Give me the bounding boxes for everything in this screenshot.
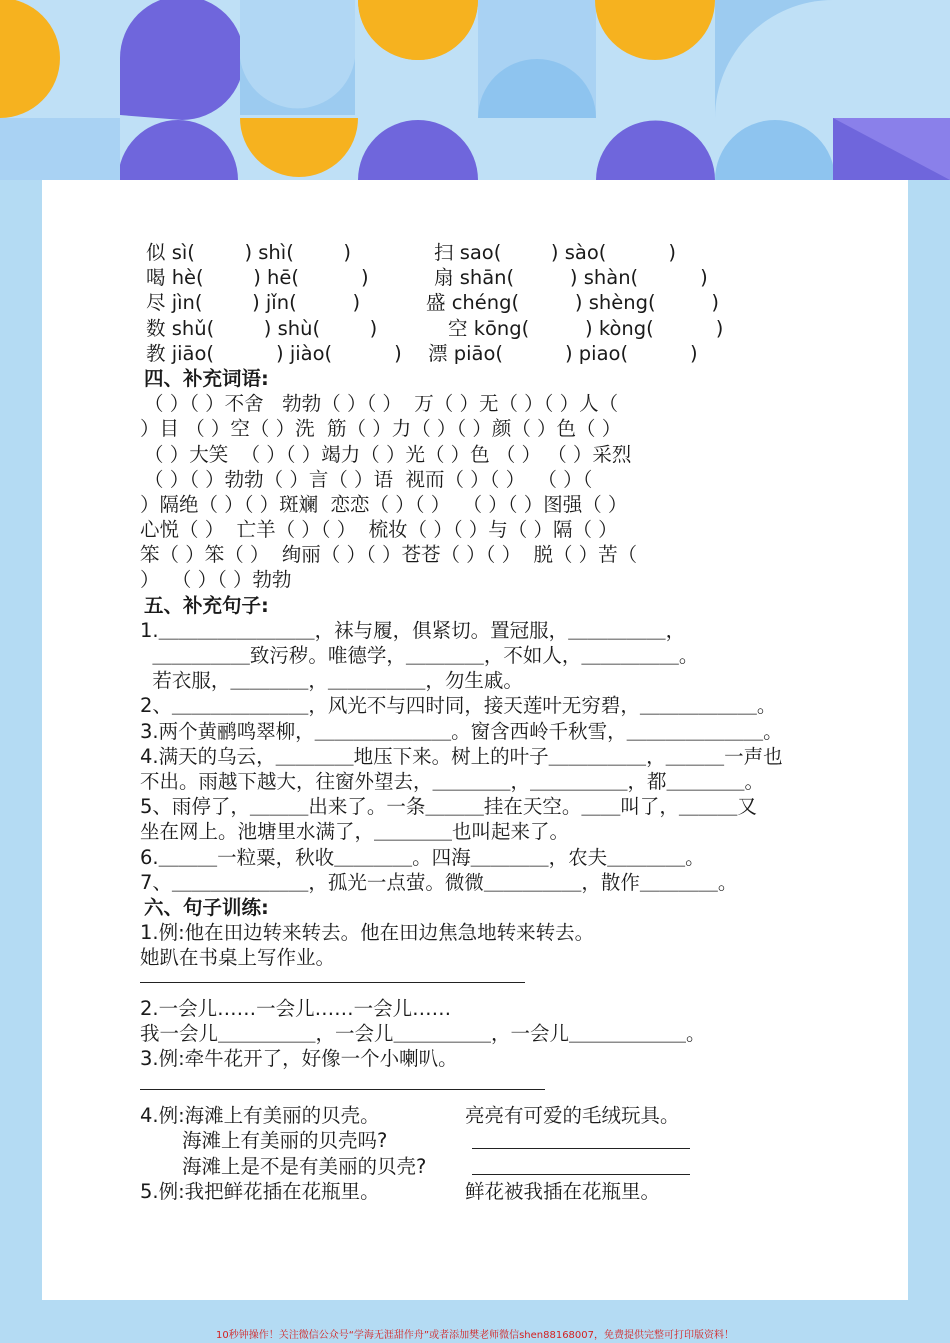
word-fill-line bbox=[140, 517, 860, 542]
exercise-text: 她趴在书桌上写作业。 bbox=[140, 946, 336, 970]
pinyin-row bbox=[146, 240, 866, 265]
exercise-line bbox=[182, 1128, 902, 1153]
exercise-text: 2.一会儿……一会儿……一会儿…… bbox=[140, 996, 452, 1020]
sentence-fill-text: 5、雨停了，＿＿＿出来了。一条＿＿＿挂在天空。＿＿叫了，＿＿＿又 bbox=[140, 795, 757, 819]
sentence-fill-line bbox=[140, 769, 860, 794]
exercise-line bbox=[140, 945, 860, 970]
word-fill-line bbox=[140, 567, 860, 592]
exercise-text: 5.例:我把鲜花插在花瓶里。 bbox=[140, 1179, 380, 1203]
purple-drop-shape bbox=[120, 0, 244, 120]
exercise-line bbox=[140, 1179, 860, 1204]
pinyin-right: 盛 chéng( ) shèng( ) bbox=[426, 291, 719, 315]
pinyin-left: 数 shǔ( ) shù( ) bbox=[146, 316, 378, 340]
word-fill-line bbox=[144, 391, 864, 416]
section-heading bbox=[144, 895, 864, 920]
section4-title: 四、补充词语: bbox=[144, 366, 269, 390]
pinyin-left: 似 sì( ) shì( ) bbox=[146, 241, 352, 264]
exercise-text: 3.例:牵牛花开了，好像一个小喇叭。 bbox=[140, 1047, 458, 1070]
sentence-fill-text: 2、＿＿＿＿＿＿＿，风光不与四时同，接天莲叶无穷碧，＿＿＿＿＿＿。 bbox=[140, 694, 777, 718]
pinyin-right: 扫 sao( ) sào( ) bbox=[434, 241, 676, 264]
exercise-text: 海滩上有美丽的贝壳吗? bbox=[182, 1129, 388, 1153]
sentence-fill-line bbox=[140, 618, 860, 643]
pinyin-row bbox=[146, 265, 866, 290]
sentence-fill-text: 1.＿＿＿＿＿＿＿＿，袜与履，俱紧切。置冠服，＿＿＿＿＿， bbox=[140, 618, 686, 642]
answer-rule bbox=[472, 1148, 690, 1149]
exercise-line bbox=[140, 1046, 860, 1071]
pinyin-right: 漂 piāo( ) piao( ) bbox=[428, 341, 698, 365]
exercise-text: 我一会儿＿＿＿＿＿，一会儿＿＿＿＿＿，一会儿＿＿＿＿＿＿。 bbox=[140, 1021, 706, 1045]
word-fill-line bbox=[140, 416, 860, 441]
exercise-text: 1.例:他在田边转来转去。他在田边焦急地转来转去。 bbox=[140, 921, 595, 945]
word-fill-text: ）隔绝（ ）（ ）斑斓 恋恋（ ）（ ） （ ）（ ）图强（ ） bbox=[140, 492, 628, 516]
pinyin-left: 尽 jìn( ) jǐn( ) bbox=[146, 291, 361, 315]
pinyin-left: 喝 hè( ) hē( ) bbox=[146, 266, 369, 290]
sentence-fill-line bbox=[140, 643, 860, 668]
exercise-line bbox=[140, 1103, 860, 1128]
sentence-fill-text: ＿＿＿＿＿致污秽。唯德学，＿＿＿＿，不如人，＿＿＿＿＿。 bbox=[140, 644, 699, 667]
sentence-fill-line bbox=[140, 870, 860, 895]
exercise-line bbox=[140, 920, 860, 945]
pinyin-left: 教 jiāo( ) jiào( ) bbox=[146, 341, 402, 365]
sentence-fill-line bbox=[140, 719, 860, 744]
sentence-fill-text: 6.＿＿＿一粒粟，秋收＿＿＿＿。四海＿＿＿＿，农夫＿＿＿＿。 bbox=[140, 845, 705, 869]
sentence-fill-line bbox=[140, 794, 860, 819]
exercise-line bbox=[140, 1021, 860, 1046]
section-heading bbox=[144, 366, 864, 391]
answer-rule bbox=[472, 1174, 690, 1175]
sentence-fill-line bbox=[140, 693, 860, 718]
word-fill-text: ）目 （ ）空（ ）洗 筋（ ）力（ ）（ ）颜（ ）色（ ） bbox=[140, 417, 622, 441]
word-fill-line bbox=[140, 492, 860, 517]
exercise-text-right: 鲜花被我插在花瓶里。 bbox=[465, 1179, 661, 1203]
exercise-text-right: 亮亮有可爱的毛绒玩具。 bbox=[465, 1104, 680, 1128]
exercise-text: 4.例:海滩上有美丽的贝壳。 bbox=[140, 1104, 380, 1128]
word-fill-text: ） （ ）（ ）勃勃 bbox=[140, 568, 292, 592]
answer-line bbox=[140, 1071, 860, 1103]
geometric-pattern bbox=[0, 0, 950, 180]
word-fill-text: 笨（ ）笨（ ） 绚丽（ ）（ ）苍苍（ ）（ ） 脱（ ）苦（ bbox=[140, 543, 638, 567]
pinyin-row bbox=[146, 316, 866, 341]
sentence-fill-text: 坐在网上。池塘里水满了，＿＿＿＿也叫起来了。 bbox=[140, 820, 570, 844]
sentence-fill-text: 4.满天的乌云，＿＿＿＿地压下来。树上的叶子＿＿＿＿＿，＿＿＿一声也 bbox=[140, 744, 783, 768]
exercise-text: 海滩上是不是有美丽的贝壳? bbox=[182, 1154, 427, 1178]
worksheet-content bbox=[98, 240, 818, 1204]
word-fill-text: （ ）（ ）不舍 勃勃（ ）（ ） 万（ ）无（ ）（ ）人（ bbox=[144, 392, 619, 416]
word-fill-line bbox=[144, 442, 864, 467]
word-fill-text: 心悦（ ） 亡羊（ ）（ ） 梳妆（ ）（ ）与（ ）隔（ ） bbox=[140, 518, 618, 542]
sentence-fill-text: 7、＿＿＿＿＿＿＿，孤光一点萤。微微＿＿＿＿＿，散作＿＿＿＿。 bbox=[140, 870, 738, 894]
sentence-fill-line bbox=[140, 668, 860, 693]
section-heading bbox=[144, 593, 864, 618]
word-fill-line bbox=[144, 467, 864, 492]
sentence-fill-line bbox=[140, 744, 860, 769]
answer-line bbox=[140, 970, 860, 995]
exercise-line bbox=[182, 1154, 902, 1179]
pinyin-right: 空 kōng( ) kòng( ) bbox=[448, 316, 724, 340]
pinyin-row bbox=[146, 290, 866, 315]
sentence-fill-text: 3.两个黄鹂鸣翠柳，＿＿＿＿＿＿＿。窗含西岭千秋雪，＿＿＿＿＿＿＿。 bbox=[140, 719, 783, 743]
exercise-line bbox=[140, 996, 860, 1021]
sentence-fill-line bbox=[140, 819, 860, 844]
decorative-banner bbox=[0, 0, 950, 180]
sentence-fill-text: 不出。雨越下越大，往窗外望去，＿＿＿＿，＿＿＿＿＿，都＿＿＿＿。 bbox=[140, 769, 765, 793]
word-fill-line bbox=[140, 542, 860, 567]
footer-notice: 10秒钟操作！关注微信公众号“学海无涯甜作舟”或者添加樊老师微信shen88168007，免费提供完整可打印版资料！ bbox=[215, 1330, 735, 1341]
sentence-fill-line bbox=[140, 845, 860, 870]
pinyin-row bbox=[146, 341, 866, 366]
section5-title: 五、补充句子: bbox=[144, 593, 269, 617]
answer-rule bbox=[140, 1089, 545, 1090]
section6-title: 六、句子训练: bbox=[144, 895, 269, 919]
pinyin-right: 扇 shān( ) shàn( ) bbox=[434, 266, 708, 290]
answer-rule bbox=[140, 982, 525, 983]
word-fill-text: （ ）（ ）勃勃（ ）言（ ）语 视而（ ）（ ） （ ）（ bbox=[144, 467, 593, 491]
sentence-fill-text: 若衣服，＿＿＿＿，＿＿＿＿＿，勿生戚。 bbox=[140, 669, 523, 693]
word-fill-text: （ ）大笑 （ ）（ ）竭力（ ）光（ ）色 （ ） （ ）采烈 bbox=[144, 442, 632, 466]
